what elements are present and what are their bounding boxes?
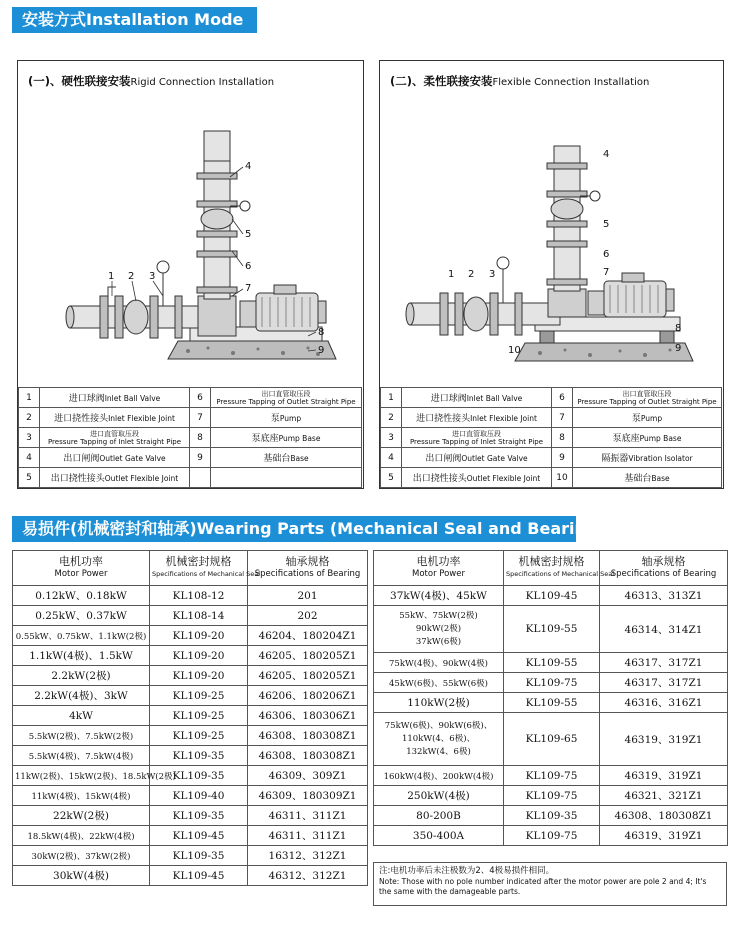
part-name: 出口挠性接头Outlet Flexible Joint <box>402 468 552 488</box>
installation-mode-banner: 安装方式Installation Mode <box>12 7 257 33</box>
header-bearing: 轴承规格 Specifications of Bearing <box>248 551 368 586</box>
part-name: 隔振器Vibration Isolator <box>573 448 722 468</box>
part-name: 泵底座Pump Base <box>211 428 362 448</box>
rigid-callout-8: 8 <box>318 327 325 338</box>
table-row <box>19 468 362 488</box>
motor-power-cell: 350-400A <box>374 826 504 846</box>
footnote-en: Note: Those with no pole number indicated after the motor power are pole 2 and 4; It's the same with the damageable parts. <box>379 877 707 896</box>
motor-power-cell: 5.5kW(4极)、7.5kW(4极) <box>13 746 150 766</box>
table-row <box>13 826 368 846</box>
part-number: 3 <box>19 428 40 448</box>
bearing-cell: 46308、180308Z1 <box>248 746 368 766</box>
table-header-row <box>374 551 728 586</box>
bearing-cell: 46309、180309Z1 <box>248 786 368 806</box>
table-row <box>13 706 368 726</box>
motor-power-cell: 250kW(4极) <box>374 786 504 806</box>
mechanical-seal-cell: KL109-35 <box>150 746 248 766</box>
bearing-cell: 46312、312Z1 <box>248 866 368 886</box>
mechanical-seal-cell: KL109-45 <box>150 866 248 886</box>
flexible-callout-7: 7 <box>603 267 610 278</box>
wearing-parts-banner: 易损件(机械密封和轴承)Wearing Parts (Mechanical Seal and Bearing) <box>12 516 576 542</box>
motor-power-cell: 2.2kW(4极)、3kW <box>13 686 150 706</box>
part-number: 2 <box>19 408 40 428</box>
part-number: 2 <box>381 408 402 428</box>
motor-power-cell: 11kW(2极)、15kW(2极)、18.5kW(2极) <box>13 766 150 786</box>
rigid-title-en: Rigid Connection Installation <box>130 77 275 88</box>
flexible-callout-1: 1 <box>448 269 455 280</box>
part-number: 10 <box>552 468 573 488</box>
flexible-callout-9: 9 <box>675 343 682 354</box>
table-row <box>374 713 728 766</box>
motor-power-cell: 30kW(4极) <box>13 866 150 886</box>
bearing-cell: 46206、180206Z1 <box>248 686 368 706</box>
table-row <box>13 866 368 886</box>
footnote-cn: 注:电机功率后未注极数为2、4极易损件相同。 <box>379 866 555 876</box>
flexible-panel-title <box>390 73 649 89</box>
table-row <box>19 408 362 428</box>
mechanical-seal-cell: KL109-25 <box>150 706 248 726</box>
rigid-callout-1: 1 <box>108 271 115 282</box>
bearing-cell: 46317、317Z1 <box>600 673 728 693</box>
table-row <box>381 388 722 408</box>
mechanical-seal-cell: KL109-40 <box>150 786 248 806</box>
part-name: 出口直管取压段 Pressure Tapping of Outlet Straight Pipe <box>573 388 722 408</box>
motor-power-cell: 18.5kW(4极)、22kW(4极) <box>13 826 150 846</box>
table-row <box>13 606 368 626</box>
part-number: 7 <box>190 408 211 428</box>
flexible-parts-table <box>380 387 722 488</box>
mechanical-seal-cell: KL109-75 <box>504 673 600 693</box>
table-row <box>19 388 362 408</box>
table-row <box>374 786 728 806</box>
motor-power-cell: 2.2kW(2极) <box>13 666 150 686</box>
bearing-cell: 46314、314Z1 <box>600 606 728 653</box>
flexible-callout-5: 5 <box>603 219 610 230</box>
bearing-cell: 201 <box>248 586 368 606</box>
part-number: 4 <box>19 448 40 468</box>
mechanical-seal-cell: KL109-75 <box>504 786 600 806</box>
mechanical-seal-cell: KL109-20 <box>150 646 248 666</box>
part-name: 进口挠性接头Inlet Flexible Joint <box>40 408 190 428</box>
bearing-cell: 46321、321Z1 <box>600 786 728 806</box>
rigid-callout-4: 4 <box>245 161 252 172</box>
table-row <box>13 766 368 786</box>
part-number: 6 <box>190 388 211 408</box>
wearing-parts-table-right <box>373 550 728 846</box>
bearing-cell: 46313、313Z1 <box>600 586 728 606</box>
mechanical-seal-cell: KL109-45 <box>504 586 600 606</box>
bearing-cell: 202 <box>248 606 368 626</box>
part-number: 1 <box>381 388 402 408</box>
table-row <box>13 726 368 746</box>
table-row <box>374 806 728 826</box>
flexible-title-en: Flexible Connection Installation <box>492 77 650 88</box>
header-bearing: 轴承规格 Specifications of Bearing <box>600 551 728 586</box>
table-row <box>381 448 722 468</box>
table-row <box>13 626 368 646</box>
mechanical-seal-cell: KL109-55 <box>504 606 600 653</box>
part-number <box>190 468 211 488</box>
part-number: 5 <box>19 468 40 488</box>
flexible-callout-10: 10 <box>508 345 521 356</box>
part-name: 出口闸阀Outlet Gate Valve <box>402 448 552 468</box>
part-number: 9 <box>552 448 573 468</box>
rigid-callout-5: 5 <box>245 229 252 240</box>
table-row <box>374 653 728 673</box>
table-row <box>13 846 368 866</box>
motor-power-cell: 1.1kW(4极)、1.5kW <box>13 646 150 666</box>
motor-power-cell: 4kW <box>13 706 150 726</box>
mechanical-seal-cell: KL109-25 <box>150 686 248 706</box>
flexible-pump-diagram <box>380 91 723 391</box>
part-name: 进口球阀Inlet Ball Valve <box>402 388 552 408</box>
motor-power-cell: 75kW(4极)、90kW(4极) <box>374 653 504 673</box>
table-row <box>374 693 728 713</box>
bearing-cell: 46317、317Z1 <box>600 653 728 673</box>
flexible-title-cn: (二)、柔性联接安装 <box>390 74 493 88</box>
bearing-cell: 46204、180204Z1 <box>248 626 368 646</box>
part-name: 基础台Base <box>573 468 722 488</box>
motor-power-cell: 30kW(2极)、37kW(2极) <box>13 846 150 866</box>
part-name: 进口球阀Inlet Ball Valve <box>40 388 190 408</box>
table-row <box>374 766 728 786</box>
rigid-installation-panel <box>17 60 364 489</box>
flexible-callout-8: 8 <box>675 323 682 334</box>
bearing-cell: 46316、316Z1 <box>600 693 728 713</box>
mechanical-seal-cell: KL109-20 <box>150 666 248 686</box>
part-name: 泵Pump <box>573 408 722 428</box>
bearing-cell: 46309、309Z1 <box>248 766 368 786</box>
rigid-title-cn: (一)、硬性联接安装 <box>28 74 131 88</box>
mechanical-seal-cell: KL109-55 <box>504 653 600 673</box>
part-name: 进口挠性接头Inlet Flexible Joint <box>402 408 552 428</box>
part-name: 进口直管取压段 Pressure Tapping of Inlet Straight Pipe <box>40 428 190 448</box>
bearing-cell: 46306、180306Z1 <box>248 706 368 726</box>
table-row <box>19 428 362 448</box>
footnote <box>373 862 727 906</box>
header-mechanical-seal: 机械密封规格 Specifications of Mechanical Seal <box>504 551 600 586</box>
flexible-installation-panel <box>379 60 724 489</box>
table-row <box>13 686 368 706</box>
part-name: 基础台Base <box>211 448 362 468</box>
mechanical-seal-cell: KL109-20 <box>150 626 248 646</box>
motor-power-cell: 75kW(6极)、90kW(6极)、 110kW(4、6极)、 132kW(4、6极) <box>374 713 504 766</box>
bearing-cell: 46319、319Z1 <box>600 713 728 766</box>
bearing-cell: 46311、311Z1 <box>248 826 368 846</box>
rigid-parts-table <box>18 387 362 488</box>
mechanical-seal-cell: KL109-35 <box>150 806 248 826</box>
part-name: 出口直管取压段 Pressure Tapping of Outlet Straight Pipe <box>211 388 362 408</box>
motor-power-cell: 0.12kW、0.18kW <box>13 586 150 606</box>
rigid-callout-6: 6 <box>245 261 252 272</box>
motor-power-cell: 160kW(4极)、200kW(4极) <box>374 766 504 786</box>
mechanical-seal-cell: KL108-14 <box>150 606 248 626</box>
table-row <box>374 826 728 846</box>
bearing-cell: 46319、319Z1 <box>600 766 728 786</box>
mechanical-seal-cell: KL109-75 <box>504 766 600 786</box>
motor-power-cell: 110kW(2极) <box>374 693 504 713</box>
motor-power-cell: 0.25kW、0.37kW <box>13 606 150 626</box>
part-name <box>211 468 362 488</box>
table-header-row <box>13 551 368 586</box>
table-row <box>13 786 368 806</box>
header-mechanical-seal: 机械密封规格 Specifications of Mechanical Seal <box>150 551 248 586</box>
rigid-pump-diagram <box>18 91 363 391</box>
table-row <box>374 673 728 693</box>
bearing-cell: 46311、311Z1 <box>248 806 368 826</box>
wearing-parts-table-left <box>12 550 368 886</box>
flexible-callout-2: 2 <box>468 269 475 280</box>
table-row <box>381 468 722 488</box>
rigid-callout-7: 7 <box>245 283 252 294</box>
part-name: 泵底座Pump Base <box>573 428 722 448</box>
mechanical-seal-cell: KL109-45 <box>150 826 248 846</box>
rigid-callout-9: 9 <box>318 345 325 356</box>
bearing-cell: 46205、180205Z1 <box>248 666 368 686</box>
part-number: 1 <box>19 388 40 408</box>
header-motor-power: 电机功率 Motor Power <box>13 551 150 586</box>
motor-power-cell: 45kW(6极)、55kW(6极) <box>374 673 504 693</box>
motor-power-cell: 55kW、75kW(2极) 90kW(2极) 37kW(6极) <box>374 606 504 653</box>
bearing-cell: 46308、180308Z1 <box>600 806 728 826</box>
motor-power-cell: 0.55kW、0.75kW、1.1kW(2极) <box>13 626 150 646</box>
table-row <box>381 428 722 448</box>
table-row <box>19 448 362 468</box>
table-row <box>381 408 722 428</box>
mechanical-seal-cell: KL109-75 <box>504 826 600 846</box>
part-number: 7 <box>552 408 573 428</box>
mechanical-seal-cell: KL109-65 <box>504 713 600 766</box>
table-row <box>374 606 728 653</box>
part-number: 4 <box>381 448 402 468</box>
rigid-callout-2: 2 <box>128 271 135 282</box>
part-name: 进口直管取压段 Pressure Tapping of Inlet Straight Pipe <box>402 428 552 448</box>
part-name: 泵Pump <box>211 408 362 428</box>
flexible-callout-3: 3 <box>489 269 496 280</box>
table-row <box>13 666 368 686</box>
header-motor-power: 电机功率 Motor Power <box>374 551 504 586</box>
bearing-cell: 46319、319Z1 <box>600 826 728 846</box>
part-number: 8 <box>552 428 573 448</box>
bearing-cell: 46205、180205Z1 <box>248 646 368 666</box>
table-row <box>374 586 728 606</box>
part-number: 3 <box>381 428 402 448</box>
mechanical-seal-cell: KL109-35 <box>150 766 248 786</box>
part-name: 出口闸阀Outlet Gate Valve <box>40 448 190 468</box>
table-row <box>13 646 368 666</box>
motor-power-cell: 80-200B <box>374 806 504 826</box>
motor-power-cell: 5.5kW(2极)、7.5kW(2极) <box>13 726 150 746</box>
part-number: 5 <box>381 468 402 488</box>
mechanical-seal-cell: KL109-35 <box>504 806 600 826</box>
bearing-cell: 16312、312Z1 <box>248 846 368 866</box>
motor-power-cell: 11kW(4极)、15kW(4极) <box>13 786 150 806</box>
table-row <box>13 746 368 766</box>
mechanical-seal-cell: KL109-25 <box>150 726 248 746</box>
rigid-callout-3: 3 <box>149 271 156 282</box>
bearing-cell: 46308、180308Z1 <box>248 726 368 746</box>
part-name: 出口挠性接头Outlet Flexible Joint <box>40 468 190 488</box>
mechanical-seal-cell: KL108-12 <box>150 586 248 606</box>
flexible-callout-4: 4 <box>603 149 610 160</box>
part-number: 9 <box>190 448 211 468</box>
mechanical-seal-cell: KL109-35 <box>150 846 248 866</box>
motor-power-cell: 22kW(2极) <box>13 806 150 826</box>
table-row <box>13 586 368 606</box>
rigid-panel-title <box>28 73 274 89</box>
motor-power-cell: 37kW(4极)、45kW <box>374 586 504 606</box>
part-number: 6 <box>552 388 573 408</box>
table-row <box>13 806 368 826</box>
part-number: 8 <box>190 428 211 448</box>
flexible-callout-6: 6 <box>603 249 610 260</box>
mechanical-seal-cell: KL109-55 <box>504 693 600 713</box>
